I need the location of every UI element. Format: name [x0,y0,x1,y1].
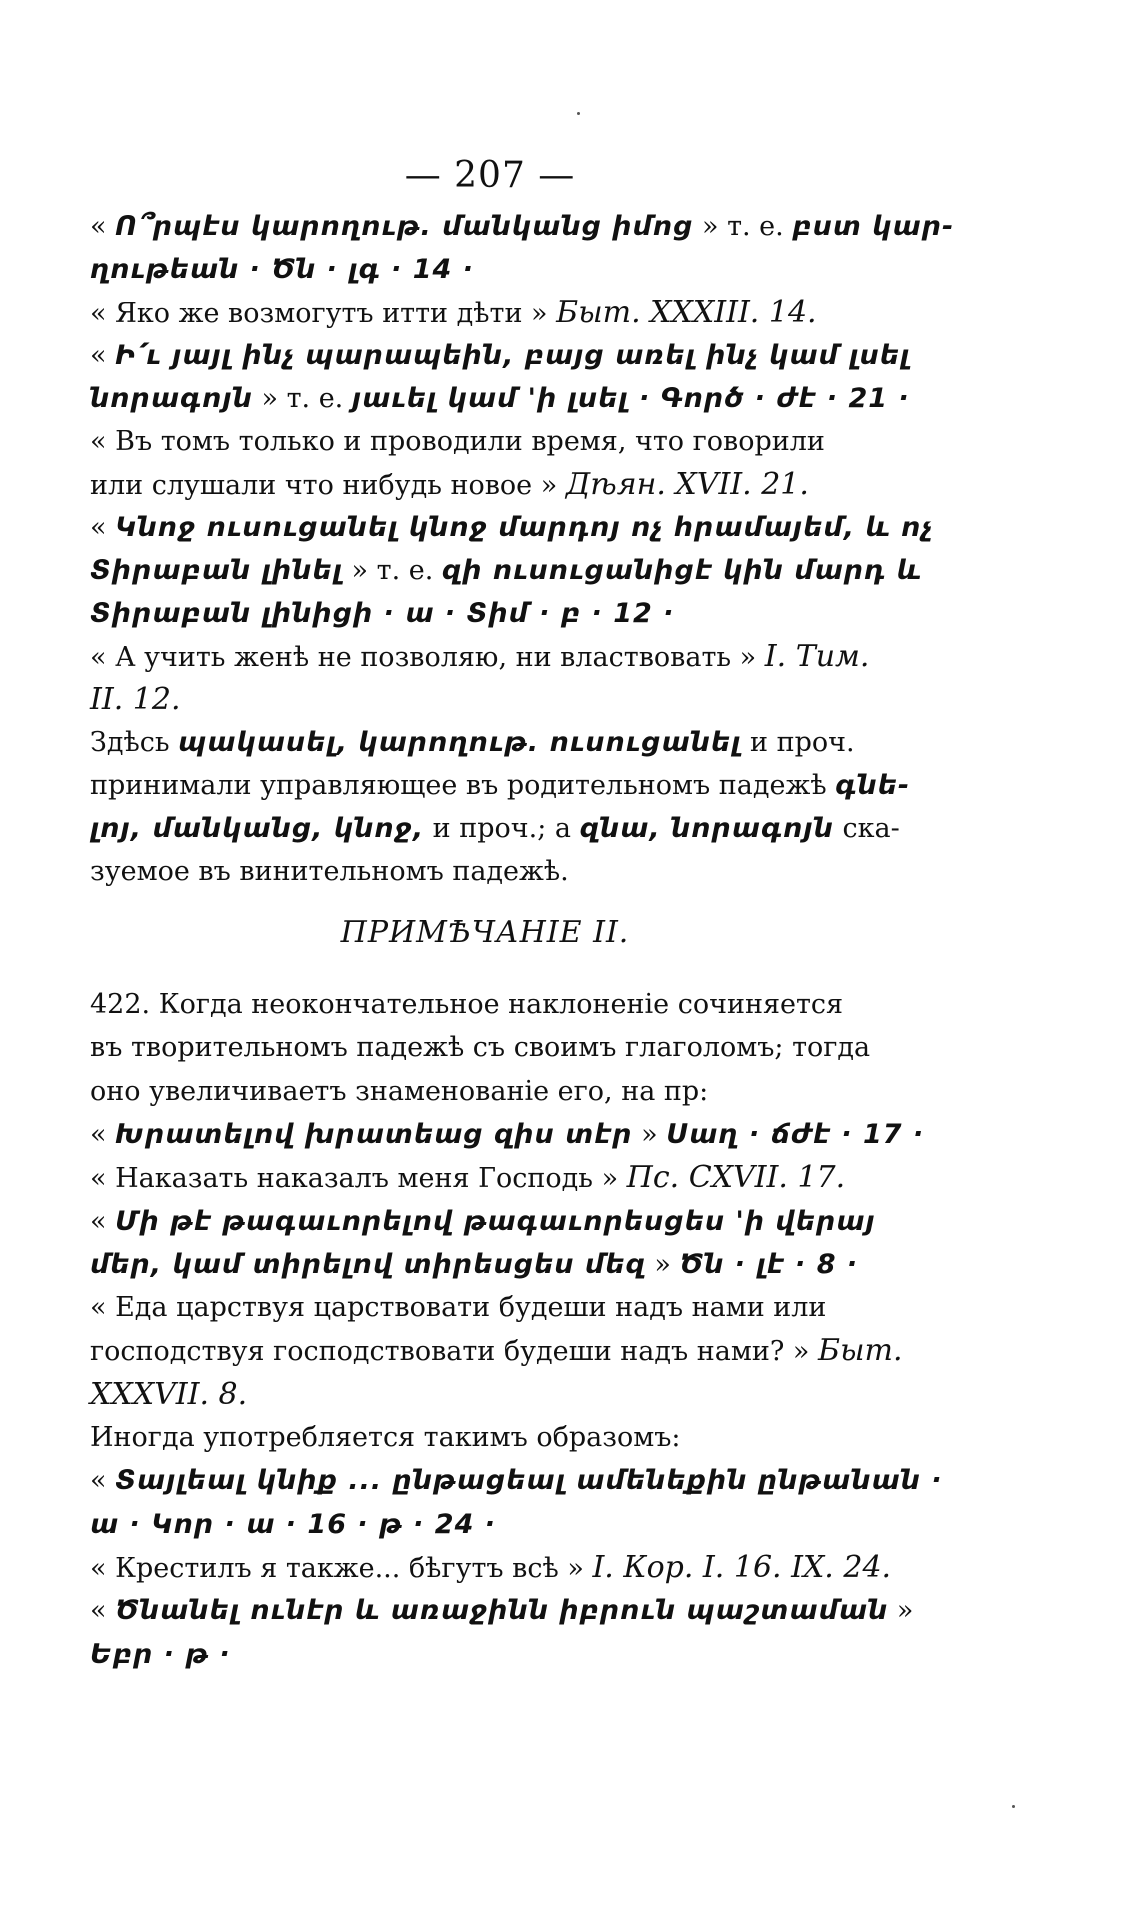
russian-text: « [90,1205,116,1237]
russian-text: « [90,1118,116,1150]
armenian-text: Մի թէ թագաւորելով թագաւորեսցես 'ի վերայ [115,1205,876,1237]
text-line [90,986,880,1024]
text-line [90,1376,880,1415]
russian-text: « Яко же возмогутъ итти дѣти » [90,298,557,329]
text-line [90,1246,880,1284]
russian-text: « [90,512,116,543]
text-line [90,595,880,633]
armenian-text: ղութեան · Ծն · լգ · 14 · [90,254,474,285]
text-line [90,1592,914,1630]
armenian-text: Ծն · լէ · 8 · [679,1248,859,1280]
text-line [90,1073,880,1111]
armenian-text: Տայլեալ կնիք ... ընթացեալ ամենեքին ընթանան · [115,1465,943,1497]
text-line [90,681,880,720]
russian-text: Здѣсь [90,727,179,758]
russian-text: » т. е. [693,211,793,242]
russian-text: господствуя господствовати будеши надъ нами? » [90,1336,819,1368]
armenian-text: զնա, նորագոյն [579,813,834,844]
armenian-text: Եբր · թ · [90,1638,231,1670]
reference-text: Быт. XXXIII. 14. [556,295,817,330]
reference-text: II. 12. [90,682,181,717]
text-line [90,810,900,848]
russian-text: « Крестилъ я также... бѣгутъ всѣ » [90,1552,593,1584]
russian-text: ска- [833,813,900,844]
reference-text: I. Кор. I. 16. IX. 24. [592,1549,892,1585]
reference-text: XXXVII. 8. [90,1376,248,1412]
text-line [90,251,880,289]
text-line [90,724,880,762]
russian-text: и проч.; а [424,813,580,844]
russian-text: оно увеличиваетъ знаменованіе его, на пр: [90,1075,709,1107]
russian-text: » т. е. [252,383,352,414]
russian-text: или слушали что нибудь новое » [90,470,566,501]
russian-text: » [632,1118,667,1150]
russian-text: « Въ томъ только и проводили время, что говорили [90,426,825,457]
armenian-text: Ծնանել ունէր և առաջինն իբրուն պաշտաման [115,1595,889,1627]
armenian-text: գնե- [835,770,911,801]
text-line [90,1029,880,1067]
speck [577,112,580,115]
text-line [90,1289,880,1327]
speck [1012,1805,1015,1808]
text-line [90,1506,880,1544]
text-line [90,1636,880,1674]
russian-text: » т. е. [342,555,442,586]
reference-text: Пс. CXVII. 17. [626,1160,846,1196]
text-line [90,294,880,333]
russian-text: принимали управляющее въ родительномъ падежѣ [90,770,836,801]
armenian-text: Ի՛ւ յայլ ինչ պարապեին, բայց առել ինչ կամ լսել [115,340,911,371]
armenian-text: պակասել, կարողութ. ուսուցանել [178,727,742,758]
text-line [90,1462,943,1500]
russian-text: « Еда царствуя царствовати будеши надъ нами или [90,1292,827,1324]
text-line [90,337,911,375]
text-line [90,1549,892,1588]
russian-text: « А учить женѣ не позволяю, ни властвовать » [90,642,765,673]
text-line [90,1332,903,1371]
text-line [90,1203,880,1241]
russian-text: Иногда употребляется такимъ образомъ: [90,1422,681,1453]
russian-text: » [645,1248,680,1280]
text-line [90,1159,880,1198]
russian-text: « [90,1465,116,1497]
armenian-text: Տիրաբան լինիցի · ա · Տիմ · բ · 12 · [90,598,675,629]
armenian-text: Սաղ · ճժէ · 17 · [666,1118,925,1150]
text-line [90,638,880,677]
text-line [90,767,911,805]
armenian-text: մեր, կամ տիրելով տիրեսցես մեզ [90,1248,646,1280]
russian-text: « [90,211,116,242]
text-line [90,208,955,246]
russian-text: зуемое въ винительномъ падежѣ. [90,856,569,887]
text-line [90,380,910,418]
reference-text: I. Тим. [764,639,870,674]
text-line [90,1116,925,1154]
russian-text: « [90,340,116,371]
armenian-text: զի ուսուցանիցէ կին մարդ և [441,555,923,586]
armenian-text: նորագոյն [90,383,253,414]
russian-text: и проч. [741,727,855,758]
armenian-text: բստ կար- [792,211,955,242]
text-line [90,1419,880,1457]
russian-text: въ творительномъ падежѣ съ своимъ глаголомъ; тогда [90,1032,871,1064]
russian-text: 422. Когда неокончательное наклоненіе сочиняется [90,989,844,1020]
text-line [90,466,880,505]
armenian-text: Տիրաբան լինել [90,555,343,586]
armenian-text: յաւել կամ 'ի լսել · Գործ · ժէ · 21 · [351,383,910,414]
page-number: — 207 — [404,155,576,196]
armenian-text: ա · Կոր · ա · 16 · թ · 24 · [90,1508,497,1540]
text-line [90,509,934,547]
text-line [90,853,880,891]
armenian-text: Կնոջ ուսուցանել կնոջ մարդոյ ոչ հրամայեմ, և ոչ [115,512,934,543]
section-heading: ПРИМѢЧАНІЕ II. [340,915,630,950]
russian-text: « [90,1595,116,1627]
text-line [90,423,880,461]
russian-text: « Наказать наказалъ меня Господь » [90,1163,627,1195]
text-line [90,552,923,590]
reference-text: Быт. [818,1333,903,1369]
armenian-text: Ո՞րպէս կարողութ. մանկանց իմոց [115,211,694,242]
reference-text: Дѣян. XVII. 21. [565,467,809,502]
armenian-text: լոյ, մանկանց, կնոջ, [90,813,425,844]
armenian-text: Խրատելով խրատեաց զիս տէր [115,1118,633,1150]
russian-text: » [888,1595,914,1627]
